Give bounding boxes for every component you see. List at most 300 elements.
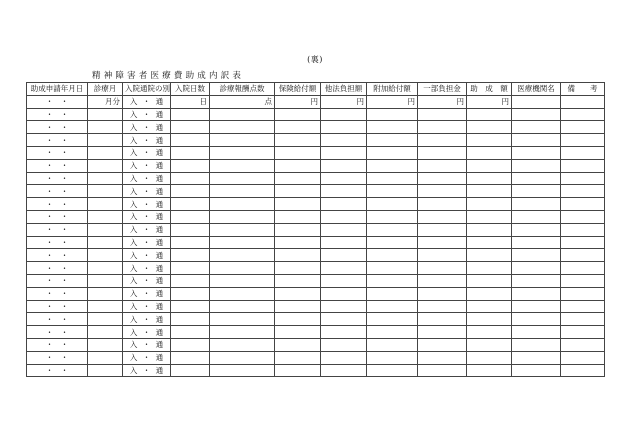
col-header-subsidy-amount: 助 成 額	[467, 83, 512, 96]
insurance-benefit-cell[interactable]	[275, 249, 321, 262]
inpatient-days-cell[interactable]	[171, 121, 210, 134]
subsidy-amount-cell[interactable]	[467, 274, 512, 287]
copayment-cell[interactable]	[418, 326, 467, 339]
subsidy-amount-cell[interactable]	[467, 338, 512, 351]
fee-points-cell[interactable]	[210, 172, 275, 185]
additional-benefit-cell[interactable]	[367, 300, 418, 313]
fee-points-cell[interactable]	[210, 108, 275, 121]
remarks-cell[interactable]	[561, 210, 605, 223]
treatment-month-cell[interactable]	[88, 351, 123, 364]
additional-benefit-cell[interactable]	[367, 185, 418, 198]
medical-institution-cell[interactable]	[512, 300, 561, 313]
other-law-burden-cell[interactable]	[321, 236, 367, 249]
additional-benefit-cell[interactable]	[367, 236, 418, 249]
remarks-cell[interactable]	[561, 313, 605, 326]
col-header-application-date: 助成申請年月日	[27, 83, 88, 96]
table-row	[27, 249, 605, 262]
insurance-benefit-cell[interactable]	[275, 326, 321, 339]
treatment-month-cell[interactable]	[88, 121, 123, 134]
remarks-cell[interactable]	[561, 338, 605, 351]
additional-benefit-cell[interactable]	[367, 287, 418, 300]
admission-type-cell[interactable]: 入 ・ 通	[123, 300, 171, 313]
table-row	[27, 326, 605, 339]
inpatient-days-cell[interactable]	[171, 210, 210, 223]
subsidy-amount-cell[interactable]	[467, 210, 512, 223]
fee-points-cell[interactable]	[210, 274, 275, 287]
inpatient-days-cell[interactable]	[171, 326, 210, 339]
other-law-burden-cell[interactable]	[321, 198, 367, 211]
insurance-benefit-cell[interactable]	[275, 198, 321, 211]
subsidy-amount-cell[interactable]	[467, 172, 512, 185]
medical-institution-cell[interactable]	[512, 185, 561, 198]
table-row	[27, 95, 605, 108]
subsidy-amount-cell[interactable]	[467, 159, 512, 172]
application-date-cell[interactable]: ・ ・	[27, 159, 88, 172]
admission-type-cell[interactable]: 入 ・ 通	[123, 364, 171, 377]
subsidy-amount-cell[interactable]	[467, 262, 512, 275]
treatment-month-cell[interactable]	[88, 108, 123, 121]
treatment-month-cell[interactable]	[88, 236, 123, 249]
admission-type-cell[interactable]: 入 ・ 通	[123, 351, 171, 364]
treatment-month-cell[interactable]	[88, 146, 123, 159]
insurance-benefit-cell[interactable]	[275, 172, 321, 185]
fee-points-cell[interactable]	[210, 210, 275, 223]
table-row	[27, 287, 605, 300]
table-row	[27, 172, 605, 185]
col-header-other-law-burden: 他法負担額	[321, 83, 367, 96]
table-row	[27, 236, 605, 249]
additional-benefit-cell[interactable]	[367, 121, 418, 134]
insurance-benefit-cell[interactable]	[275, 210, 321, 223]
col-header-treatment-month: 診療月	[88, 83, 123, 96]
other-law-burden-cell[interactable]	[321, 249, 367, 262]
application-date-cell[interactable]: ・ ・	[27, 236, 88, 249]
treatment-month-cell[interactable]	[88, 223, 123, 236]
additional-benefit-cell[interactable]	[367, 313, 418, 326]
copayment-cell[interactable]	[418, 108, 467, 121]
inpatient-days-cell[interactable]	[171, 313, 210, 326]
additional-benefit-cell[interactable]: 円	[367, 95, 418, 108]
fee-points-cell[interactable]	[210, 146, 275, 159]
copayment-cell[interactable]	[418, 300, 467, 313]
additional-benefit-cell[interactable]	[367, 326, 418, 339]
additional-benefit-cell[interactable]	[367, 159, 418, 172]
fee-points-cell[interactable]	[210, 364, 275, 377]
application-date-cell[interactable]: ・ ・	[27, 274, 88, 287]
table-row	[27, 338, 605, 351]
treatment-month-cell[interactable]	[88, 364, 123, 377]
remarks-cell[interactable]	[561, 108, 605, 121]
insurance-benefit-cell[interactable]	[275, 274, 321, 287]
fee-points-cell[interactable]	[210, 300, 275, 313]
insurance-benefit-cell[interactable]	[275, 300, 321, 313]
copayment-cell[interactable]: 円	[418, 95, 467, 108]
inpatient-days-cell[interactable]	[171, 236, 210, 249]
inpatient-days-cell[interactable]	[171, 274, 210, 287]
inpatient-days-cell[interactable]	[171, 262, 210, 275]
remarks-cell[interactable]	[561, 198, 605, 211]
other-law-burden-cell[interactable]	[321, 364, 367, 377]
additional-benefit-cell[interactable]	[367, 351, 418, 364]
application-date-cell[interactable]: ・ ・	[27, 338, 88, 351]
other-law-burden-cell[interactable]	[321, 134, 367, 147]
admission-type-cell[interactable]: 入 ・ 通	[123, 134, 171, 147]
additional-benefit-cell[interactable]	[367, 146, 418, 159]
medical-institution-cell[interactable]	[512, 108, 561, 121]
copayment-cell[interactable]	[418, 287, 467, 300]
admission-type-cell[interactable]: 入 ・ 通	[123, 287, 171, 300]
other-law-burden-cell[interactable]	[321, 185, 367, 198]
fee-points-cell[interactable]	[210, 249, 275, 262]
admission-type-cell[interactable]: 入 ・ 通	[123, 121, 171, 134]
other-law-burden-cell[interactable]	[321, 223, 367, 236]
medical-institution-cell[interactable]	[512, 146, 561, 159]
col-header-inpatient-days: 入院日数	[171, 83, 210, 96]
medical-institution-cell[interactable]	[512, 364, 561, 377]
remarks-cell[interactable]	[561, 274, 605, 287]
medical-institution-cell[interactable]	[512, 198, 561, 211]
treatment-month-cell[interactable]	[88, 249, 123, 262]
treatment-month-cell[interactable]	[88, 274, 123, 287]
remarks-cell[interactable]	[561, 121, 605, 134]
medical-institution-cell[interactable]	[512, 326, 561, 339]
remarks-cell[interactable]	[561, 287, 605, 300]
application-date-cell[interactable]: ・ ・	[27, 121, 88, 134]
other-law-burden-cell[interactable]	[321, 262, 367, 275]
admission-type-cell[interactable]: 入 ・ 通	[123, 146, 171, 159]
insurance-benefit-cell[interactable]	[275, 159, 321, 172]
additional-benefit-cell[interactable]	[367, 364, 418, 377]
medical-institution-cell[interactable]	[512, 313, 561, 326]
inpatient-days-cell[interactable]	[171, 185, 210, 198]
table-row	[27, 159, 605, 172]
treatment-month-cell[interactable]	[88, 262, 123, 275]
inpatient-days-cell[interactable]	[171, 134, 210, 147]
copayment-cell[interactable]	[418, 159, 467, 172]
fee-points-cell[interactable]	[210, 287, 275, 300]
subsidy-amount-cell[interactable]	[467, 185, 512, 198]
remarks-cell[interactable]	[561, 134, 605, 147]
copayment-cell[interactable]	[418, 134, 467, 147]
treatment-month-cell[interactable]	[88, 172, 123, 185]
col-header-medical-institution: 医療機関名	[512, 83, 561, 96]
remarks-cell[interactable]	[561, 172, 605, 185]
admission-type-cell[interactable]: 入 ・ 通	[123, 249, 171, 262]
remarks-cell[interactable]	[561, 146, 605, 159]
medical-institution-cell[interactable]	[512, 121, 561, 134]
treatment-month-cell[interactable]	[88, 198, 123, 211]
remarks-cell[interactable]	[561, 95, 605, 108]
medical-institution-cell[interactable]	[512, 338, 561, 351]
medical-institution-cell[interactable]	[512, 223, 561, 236]
other-law-burden-cell[interactable]	[321, 172, 367, 185]
remarks-cell[interactable]	[561, 351, 605, 364]
subsidy-amount-cell[interactable]	[467, 364, 512, 377]
inpatient-days-cell[interactable]	[171, 351, 210, 364]
fee-points-cell[interactable]	[210, 326, 275, 339]
copayment-cell[interactable]	[418, 351, 467, 364]
copayment-cell[interactable]	[418, 236, 467, 249]
insurance-benefit-cell[interactable]	[275, 185, 321, 198]
inpatient-days-cell[interactable]	[171, 198, 210, 211]
medical-institution-cell[interactable]	[512, 210, 561, 223]
copayment-cell[interactable]	[418, 262, 467, 275]
other-law-burden-cell[interactable]	[321, 338, 367, 351]
fee-points-cell[interactable]	[210, 198, 275, 211]
other-law-burden-cell[interactable]	[321, 326, 367, 339]
inpatient-days-cell[interactable]	[171, 223, 210, 236]
medical-institution-cell[interactable]	[512, 134, 561, 147]
fee-points-cell[interactable]	[210, 262, 275, 275]
fee-points-cell[interactable]	[210, 313, 275, 326]
copayment-cell[interactable]	[418, 121, 467, 134]
application-date-cell[interactable]: ・ ・	[27, 351, 88, 364]
application-date-cell[interactable]: ・ ・	[27, 313, 88, 326]
admission-type-cell[interactable]: 入 ・ 通	[123, 198, 171, 211]
additional-benefit-cell[interactable]	[367, 134, 418, 147]
subsidy-amount-cell[interactable]	[467, 326, 512, 339]
remarks-cell[interactable]	[561, 364, 605, 377]
admission-type-cell[interactable]: 入 ・ 通	[123, 262, 171, 275]
additional-benefit-cell[interactable]	[367, 172, 418, 185]
application-date-cell[interactable]: ・ ・	[27, 95, 88, 108]
treatment-month-cell[interactable]: 月分	[88, 95, 123, 108]
remarks-cell[interactable]	[561, 249, 605, 262]
fee-points-cell[interactable]	[210, 236, 275, 249]
insurance-benefit-cell[interactable]	[275, 262, 321, 275]
additional-benefit-cell[interactable]	[367, 249, 418, 262]
col-header-admission-type: 入院通院の別	[123, 83, 171, 96]
fee-points-cell[interactable]	[210, 223, 275, 236]
medical-institution-cell[interactable]	[512, 351, 561, 364]
medical-institution-cell[interactable]	[512, 262, 561, 275]
application-date-cell[interactable]: ・ ・	[27, 146, 88, 159]
subsidy-amount-cell[interactable]	[467, 146, 512, 159]
additional-benefit-cell[interactable]	[367, 223, 418, 236]
subsidy-breakdown-table	[26, 82, 605, 377]
admission-type-cell[interactable]: 入 ・ 通	[123, 326, 171, 339]
admission-type-cell[interactable]: 入 ・ 通	[123, 210, 171, 223]
insurance-benefit-cell[interactable]	[275, 121, 321, 134]
copayment-cell[interactable]	[418, 198, 467, 211]
table-row	[27, 223, 605, 236]
application-date-cell[interactable]: ・ ・	[27, 364, 88, 377]
table-row	[27, 146, 605, 159]
insurance-benefit-cell[interactable]	[275, 364, 321, 377]
treatment-month-cell[interactable]	[88, 185, 123, 198]
medical-institution-cell[interactable]	[512, 249, 561, 262]
medical-institution-cell[interactable]	[512, 159, 561, 172]
treatment-month-cell[interactable]	[88, 134, 123, 147]
application-date-cell[interactable]: ・ ・	[27, 287, 88, 300]
header-row	[27, 83, 605, 96]
subsidy-amount-cell[interactable]	[467, 313, 512, 326]
fee-points-cell[interactable]	[210, 159, 275, 172]
medical-institution-cell[interactable]	[512, 172, 561, 185]
subsidy-amount-cell[interactable]	[467, 223, 512, 236]
treatment-month-cell[interactable]	[88, 287, 123, 300]
additional-benefit-cell[interactable]	[367, 210, 418, 223]
medical-institution-cell[interactable]	[512, 95, 561, 108]
other-law-burden-cell[interactable]	[321, 274, 367, 287]
additional-benefit-cell[interactable]	[367, 338, 418, 351]
additional-benefit-cell[interactable]	[367, 262, 418, 275]
application-date-cell[interactable]: ・ ・	[27, 210, 88, 223]
table-row	[27, 313, 605, 326]
remarks-cell[interactable]	[561, 326, 605, 339]
copayment-cell[interactable]	[418, 210, 467, 223]
table-row	[27, 108, 605, 121]
other-law-burden-cell[interactable]	[321, 313, 367, 326]
col-header-copayment: 一部負担金	[418, 83, 467, 96]
table-row	[27, 185, 605, 198]
fee-points-cell[interactable]	[210, 134, 275, 147]
other-law-burden-cell[interactable]	[321, 108, 367, 121]
remarks-cell[interactable]	[561, 262, 605, 275]
application-date-cell[interactable]: ・ ・	[27, 262, 88, 275]
subsidy-amount-cell[interactable]	[467, 236, 512, 249]
remarks-cell[interactable]	[561, 185, 605, 198]
table-row	[27, 300, 605, 313]
treatment-month-cell[interactable]	[88, 326, 123, 339]
copayment-cell[interactable]	[418, 274, 467, 287]
admission-type-cell[interactable]: 入 ・ 通	[123, 172, 171, 185]
insurance-benefit-cell[interactable]: 円	[275, 95, 321, 108]
application-date-cell[interactable]: ・ ・	[27, 300, 88, 313]
inpatient-days-cell[interactable]	[171, 338, 210, 351]
application-date-cell[interactable]: ・ ・	[27, 134, 88, 147]
inpatient-days-cell[interactable]	[171, 146, 210, 159]
col-header-fee-points: 診療報酬点数	[210, 83, 275, 96]
inpatient-days-cell[interactable]	[171, 300, 210, 313]
copayment-cell[interactable]	[418, 338, 467, 351]
insurance-benefit-cell[interactable]	[275, 108, 321, 121]
remarks-cell[interactable]	[561, 159, 605, 172]
copayment-cell[interactable]	[418, 364, 467, 377]
admission-type-cell[interactable]: 入 ・ 通	[123, 108, 171, 121]
subsidy-amount-cell[interactable]	[467, 198, 512, 211]
subsidy-amount-cell[interactable]	[467, 287, 512, 300]
inpatient-days-cell[interactable]	[171, 159, 210, 172]
insurance-benefit-cell[interactable]	[275, 313, 321, 326]
other-law-burden-cell[interactable]	[321, 159, 367, 172]
copayment-cell[interactable]	[418, 313, 467, 326]
copayment-cell[interactable]	[418, 223, 467, 236]
remarks-cell[interactable]	[561, 300, 605, 313]
other-law-burden-cell[interactable]	[321, 300, 367, 313]
copayment-cell[interactable]	[418, 185, 467, 198]
table-row	[27, 121, 605, 134]
medical-institution-cell[interactable]	[512, 287, 561, 300]
inpatient-days-cell[interactable]	[171, 287, 210, 300]
inpatient-days-cell[interactable]	[171, 108, 210, 121]
copayment-cell[interactable]	[418, 146, 467, 159]
additional-benefit-cell[interactable]	[367, 198, 418, 211]
admission-type-cell[interactable]: 入 ・ 通	[123, 223, 171, 236]
insurance-benefit-cell[interactable]	[275, 287, 321, 300]
application-date-cell[interactable]: ・ ・	[27, 172, 88, 185]
admission-type-cell[interactable]: 入 ・ 通	[123, 313, 171, 326]
application-date-cell[interactable]: ・ ・	[27, 326, 88, 339]
other-law-burden-cell[interactable]	[321, 121, 367, 134]
inpatient-days-cell[interactable]: 日	[171, 95, 210, 108]
insurance-benefit-cell[interactable]	[275, 223, 321, 236]
table-row	[27, 134, 605, 147]
other-law-burden-cell[interactable]	[321, 146, 367, 159]
copayment-cell[interactable]	[418, 172, 467, 185]
remarks-cell[interactable]	[561, 223, 605, 236]
application-date-cell[interactable]: ・ ・	[27, 223, 88, 236]
admission-type-cell[interactable]: 入 ・ 通	[123, 338, 171, 351]
treatment-month-cell[interactable]	[88, 300, 123, 313]
subsidy-amount-cell[interactable]: 円	[467, 95, 512, 108]
fee-points-cell[interactable]	[210, 338, 275, 351]
treatment-month-cell[interactable]	[88, 338, 123, 351]
fee-points-cell[interactable]	[210, 351, 275, 364]
subsidy-amount-cell[interactable]	[467, 300, 512, 313]
subsidy-amount-cell[interactable]	[467, 249, 512, 262]
application-date-cell[interactable]: ・ ・	[27, 108, 88, 121]
admission-type-cell[interactable]: 入 ・ 通	[123, 185, 171, 198]
insurance-benefit-cell[interactable]	[275, 134, 321, 147]
form-title: 精神障害者医療費助成内訳表	[92, 71, 245, 81]
table-row	[27, 210, 605, 223]
subsidy-amount-cell[interactable]	[467, 121, 512, 134]
insurance-benefit-cell[interactable]	[275, 351, 321, 364]
fee-points-cell[interactable]	[210, 121, 275, 134]
application-date-cell[interactable]: ・ ・	[27, 185, 88, 198]
inpatient-days-cell[interactable]	[171, 364, 210, 377]
table-row	[27, 274, 605, 287]
subsidy-amount-cell[interactable]	[467, 134, 512, 147]
admission-type-cell[interactable]: 入 ・ 通	[123, 236, 171, 249]
application-date-cell[interactable]: ・ ・	[27, 249, 88, 262]
other-law-burden-cell[interactable]	[321, 210, 367, 223]
remarks-cell[interactable]	[561, 236, 605, 249]
fee-points-cell[interactable]: 点	[210, 95, 275, 108]
treatment-month-cell[interactable]	[88, 210, 123, 223]
medical-institution-cell[interactable]	[512, 274, 561, 287]
table-row	[27, 198, 605, 211]
col-header-remarks: 備 考	[561, 83, 605, 96]
admission-type-cell[interactable]: 入 ・ 通	[123, 159, 171, 172]
treatment-month-cell[interactable]	[88, 313, 123, 326]
col-header-additional-benefit: 附加給付額	[367, 83, 418, 96]
medical-institution-cell[interactable]	[512, 236, 561, 249]
subsidy-amount-cell[interactable]	[467, 108, 512, 121]
table-row	[27, 364, 605, 377]
table-row	[27, 262, 605, 275]
table-row	[27, 351, 605, 364]
inpatient-days-cell[interactable]	[171, 172, 210, 185]
admission-type-cell[interactable]: 入 ・ 通	[123, 274, 171, 287]
inpatient-days-cell[interactable]	[171, 249, 210, 262]
other-law-burden-cell[interactable]	[321, 351, 367, 364]
other-law-burden-cell[interactable]: 円	[321, 95, 367, 108]
additional-benefit-cell[interactable]	[367, 108, 418, 121]
additional-benefit-cell[interactable]	[367, 274, 418, 287]
copayment-cell[interactable]	[418, 249, 467, 262]
fee-points-cell[interactable]	[210, 185, 275, 198]
insurance-benefit-cell[interactable]	[275, 338, 321, 351]
insurance-benefit-cell[interactable]	[275, 236, 321, 249]
other-law-burden-cell[interactable]	[321, 287, 367, 300]
insurance-benefit-cell[interactable]	[275, 146, 321, 159]
subsidy-amount-cell[interactable]	[467, 351, 512, 364]
admission-type-cell[interactable]: 入 ・ 通	[123, 95, 171, 108]
treatment-month-cell[interactable]	[88, 159, 123, 172]
application-date-cell[interactable]: ・ ・	[27, 198, 88, 211]
